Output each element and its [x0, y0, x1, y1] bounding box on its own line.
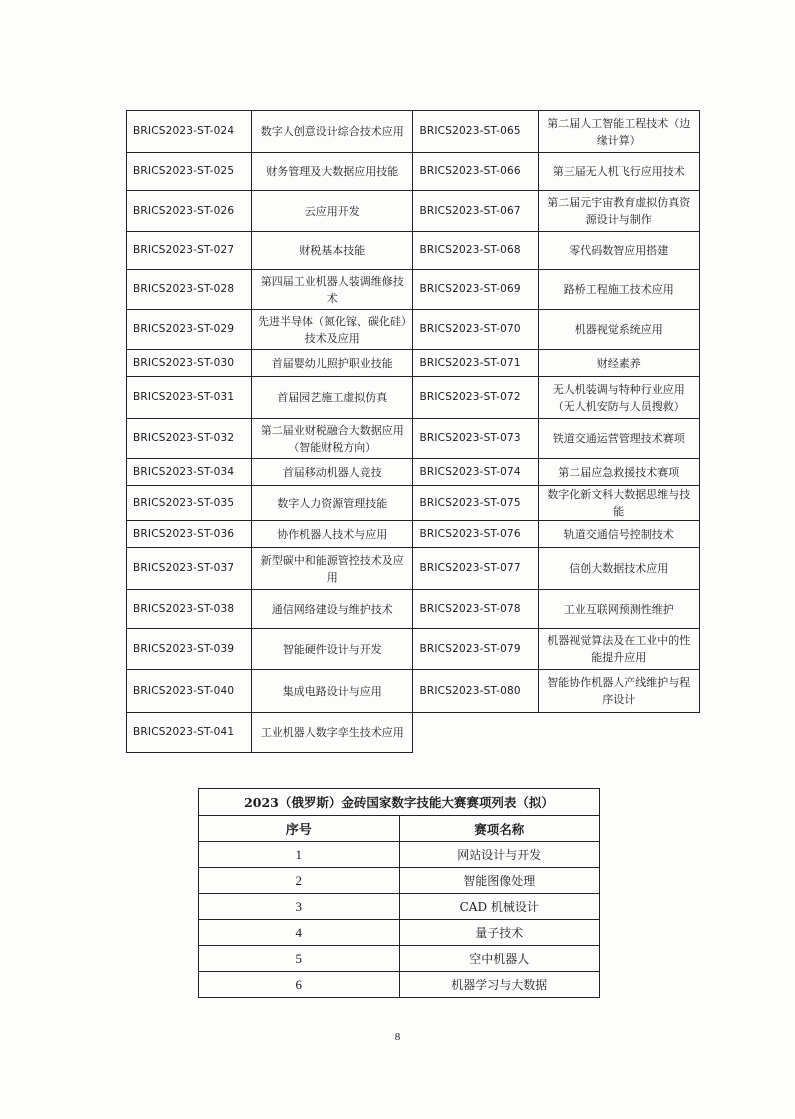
event-number: 3 [199, 894, 400, 920]
competition-code: BRICS2023-ST-065 [413, 111, 538, 153]
competition-name: 云应用开发 [252, 191, 413, 232]
competition-name: 路桥工程施工技术应用 [538, 270, 699, 310]
competition-code: BRICS2023-ST-068 [413, 232, 538, 270]
event-number: 5 [199, 946, 400, 972]
competition-code: BRICS2023-ST-036 [127, 521, 252, 548]
table-row [127, 111, 700, 153]
competition-name: 第二届元宇宙教育虚拟仿真资源设计与制作 [538, 191, 699, 232]
competition-name: 铁道交通运营管理技术赛项 [538, 419, 699, 459]
table-row [199, 946, 600, 972]
competition-code: BRICS2023-ST-035 [127, 486, 252, 521]
competition-name: 零代码数智应用搭建 [538, 232, 699, 270]
competition-code: BRICS2023-ST-041 [127, 713, 252, 753]
event-name: 量子技术 [399, 920, 600, 946]
event-list-title: 2023（俄罗斯）金砖国家数字技能大赛赛项列表（拟） [199, 789, 600, 816]
competition-name: 数字化新文科大数据思维与技能 [538, 486, 699, 521]
competition-name: 轨道交通信号控制技术 [538, 521, 699, 548]
competition-code: BRICS2023-ST-031 [127, 377, 252, 419]
competition-name: 无人机装调与特种行业应用（无人机安防与人员搜救） [538, 377, 699, 419]
table-row [127, 521, 700, 548]
competition-name: 第三届无人机飞行应用技术 [538, 153, 699, 191]
competition-code: BRICS2023-ST-038 [127, 590, 252, 629]
table-row [199, 972, 600, 998]
table-row [199, 920, 600, 946]
competition-code: BRICS2023-ST-075 [413, 486, 538, 521]
competition-name: 首届移动机器人竞技 [252, 459, 413, 486]
competition-name: 工业互联网预测性维护 [538, 590, 699, 629]
competition-name: 集成电路设计与应用 [252, 670, 413, 713]
competition-code: BRICS2023-ST-028 [127, 270, 252, 310]
competition-code: BRICS2023-ST-074 [413, 459, 538, 486]
competition-name: 第二届业财税融合大数据应用（智能财税方向） [252, 419, 413, 459]
table-row [127, 629, 700, 670]
table-row [127, 270, 700, 310]
competition-name: 智能协作机器人产线维护与程序设计 [538, 670, 699, 713]
competition-code: BRICS2023-ST-080 [413, 670, 538, 713]
competition-code-table [126, 110, 700, 753]
event-name: 机器学习与大数据 [399, 972, 600, 998]
competition-name: 工业机器人数字孪生技术应用 [252, 713, 413, 753]
competition-name: 机器视觉系统应用 [538, 310, 699, 350]
competition-name: 新型碳中和能源管控技术及应用 [252, 548, 413, 590]
event-name: 空中机器人 [399, 946, 600, 972]
competition-code: BRICS2023-ST-073 [413, 419, 538, 459]
event-list-header-row [199, 816, 600, 842]
table-row [127, 350, 700, 377]
table-row [127, 377, 700, 419]
empty-cell [538, 713, 699, 753]
competition-code: BRICS2023-ST-071 [413, 350, 538, 377]
event-name: CAD 机械设计 [399, 894, 600, 920]
event-number: 2 [199, 868, 400, 894]
competition-code: BRICS2023-ST-039 [127, 629, 252, 670]
competition-name: 第二届人工智能工程技术（边缘计算） [538, 111, 699, 153]
competition-name: 财经素养 [538, 350, 699, 377]
event-number: 1 [199, 842, 400, 868]
table-row [127, 713, 700, 753]
competition-code: BRICS2023-ST-077 [413, 548, 538, 590]
competition-code: BRICS2023-ST-040 [127, 670, 252, 713]
table-row [127, 670, 700, 713]
competition-name: 第四届工业机器人装调维修技术 [252, 270, 413, 310]
competition-code: BRICS2023-ST-067 [413, 191, 538, 232]
competition-code: BRICS2023-ST-066 [413, 153, 538, 191]
table-row [199, 868, 600, 894]
event-name: 网站设计与开发 [399, 842, 600, 868]
competition-code: BRICS2023-ST-076 [413, 521, 538, 548]
table-row [127, 590, 700, 629]
competition-name: 信创大数据技术应用 [538, 548, 699, 590]
competition-name: 财务管理及大数据应用技能 [252, 153, 413, 191]
competition-code: BRICS2023-ST-025 [127, 153, 252, 191]
competition-code: BRICS2023-ST-024 [127, 111, 252, 153]
event-list-title-row [199, 789, 600, 816]
competition-name: 数字人创意设计综合技术应用 [252, 111, 413, 153]
competition-name: 机器视觉算法及在工业中的性能提升应用 [538, 629, 699, 670]
competition-code: BRICS2023-ST-026 [127, 191, 252, 232]
page-number: 8 [394, 1031, 401, 1043]
event-number: 4 [199, 920, 400, 946]
competition-name: 智能硬件设计与开发 [252, 629, 413, 670]
competition-code: BRICS2023-ST-070 [413, 310, 538, 350]
competition-code: BRICS2023-ST-037 [127, 548, 252, 590]
competition-name: 财税基本技能 [252, 232, 413, 270]
competition-code: BRICS2023-ST-078 [413, 590, 538, 629]
header-number: 序号 [199, 816, 400, 842]
competition-code: BRICS2023-ST-034 [127, 459, 252, 486]
table-row [127, 459, 700, 486]
empty-cell [413, 713, 538, 753]
competition-code: BRICS2023-ST-032 [127, 419, 252, 459]
competition-code: BRICS2023-ST-030 [127, 350, 252, 377]
competition-code: BRICS2023-ST-027 [127, 232, 252, 270]
competition-name: 首届婴幼儿照护职业技能 [252, 350, 413, 377]
table-row [127, 153, 700, 191]
competition-code: BRICS2023-ST-072 [413, 377, 538, 419]
event-list-table [198, 788, 600, 998]
competition-code: BRICS2023-ST-079 [413, 629, 538, 670]
competition-name: 协作机器人技术与应用 [252, 521, 413, 548]
table-row [127, 486, 700, 521]
event-number: 6 [199, 972, 400, 998]
competition-name: 通信网络建设与维护技术 [252, 590, 413, 629]
table-row [199, 842, 600, 868]
event-name: 智能图像处理 [399, 868, 600, 894]
table-row [127, 548, 700, 590]
table-row [199, 894, 600, 920]
competition-name: 首届园艺施工虚拟仿真 [252, 377, 413, 419]
table-row [127, 310, 700, 350]
competition-name: 第二届应急救援技术赛项 [538, 459, 699, 486]
competition-code: BRICS2023-ST-069 [413, 270, 538, 310]
header-event-name: 赛项名称 [399, 816, 600, 842]
competition-name: 数字人力资源管理技能 [252, 486, 413, 521]
table-row [127, 191, 700, 232]
table-row [127, 419, 700, 459]
competition-name: 先进半导体（氮化镓、碳化硅）技术及应用 [252, 310, 413, 350]
competition-code: BRICS2023-ST-029 [127, 310, 252, 350]
table-row [127, 232, 700, 270]
